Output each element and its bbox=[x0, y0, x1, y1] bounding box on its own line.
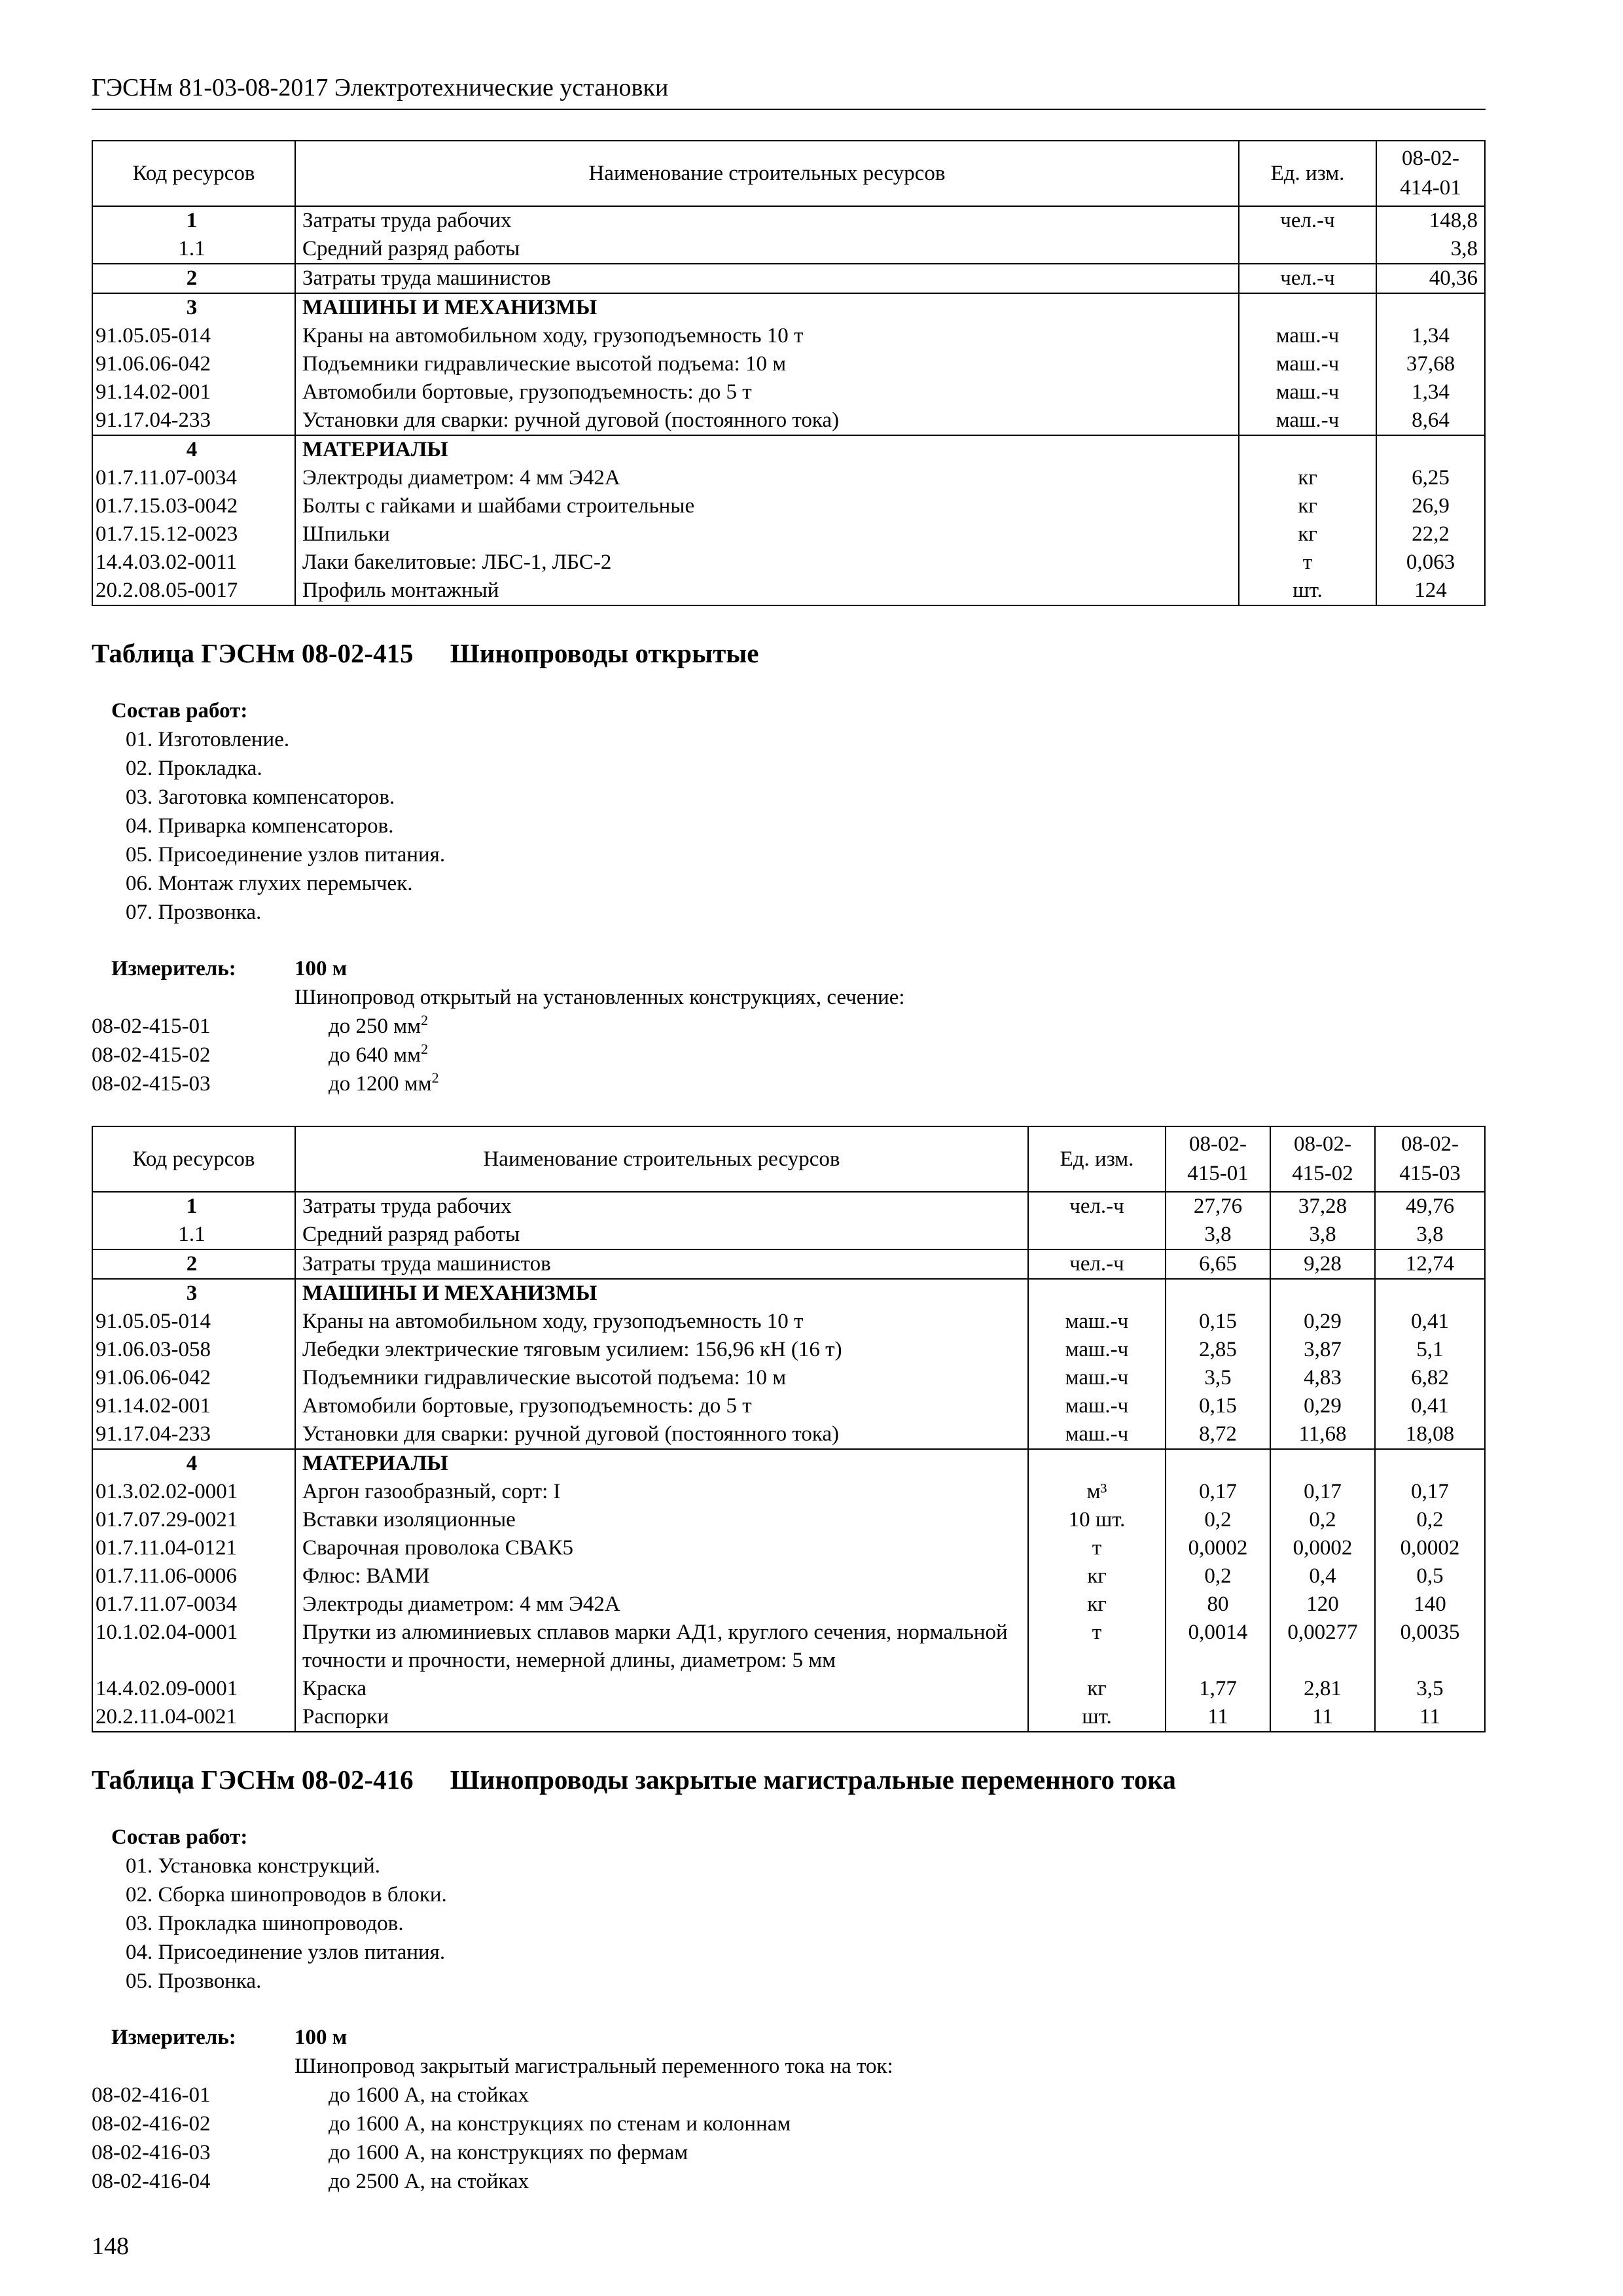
table-row: 91.05.05-014 Краны на автомобильном ходу, грузоподъемность 10 т маш.-ч 0,15 0,29 0,41 bbox=[92, 1308, 1485, 1336]
table-row: 91.17.04-233 Установки для сварки: ручной дуговой (постоянного тока) маш.-ч 8,72 11,68 18,08 bbox=[92, 1420, 1485, 1449]
norm-item: до 250 $мм^2$ bbox=[329, 1012, 429, 1038]
work-item: 06. Монтаж глухих перемычек. bbox=[126, 872, 413, 895]
works-heading: Состав работ: bbox=[111, 699, 248, 723]
table-row: 91.17.04-233 Установки для сварки: ручной дуговой (постоянного тока) маш.-ч 8,64 bbox=[92, 406, 1485, 435]
measure-value: 100 м bbox=[294, 957, 348, 980]
table-title-name: Шинопроводы открытые bbox=[450, 638, 759, 668]
measure-value: 100 м bbox=[294, 2026, 348, 2049]
table-title-name: Шинопроводы закрытые магистральные переменного тока bbox=[450, 1765, 1176, 1795]
col-norm-415-02: 08-02- 415-02 bbox=[1270, 1126, 1375, 1192]
table-row: 91.05.05-014 Краны на автомобильном ходу, грузоподъемность 10 т маш.-ч 1,34 bbox=[92, 322, 1485, 350]
norm-item: до 1600 А, на стойках bbox=[329, 2083, 529, 2107]
col-name: Наименование строительных ресурсов bbox=[295, 1126, 1028, 1192]
table-row: 01.7.15.03-0042 Болты с гайками и шайбами строительные кг 26,9 bbox=[92, 492, 1485, 520]
col-code: Код ресурсов bbox=[92, 141, 295, 206]
col-norm-414-01: 08-02- 414-01 bbox=[1376, 141, 1485, 206]
norm-item: до 1600 А, на конструкциях по стенам и колоннам bbox=[329, 2112, 791, 2136]
table-row: 2 Затраты труда машинистов чел.-ч 6,65 9,28 12,74 bbox=[92, 1249, 1485, 1279]
col-unit: Ед. изм. bbox=[1239, 141, 1376, 206]
col-code: Код ресурсов bbox=[92, 1126, 295, 1192]
table-row: 01.7.11.06-0006 Флюс: ВАМИ кг 0,2 0,4 0,5 bbox=[92, 1562, 1485, 1590]
norm-item: до 1600 А, на конструкциях по фермам bbox=[329, 2141, 688, 2164]
table-row: 91.06.03-058 Лебедки электрические тяговым усилием: 156,96 кН (16 т) маш.-ч 2,85 3,87 5,1 bbox=[92, 1336, 1485, 1364]
work-item: 03. Заготовка компенсаторов. bbox=[126, 785, 395, 809]
table-row: 01.7.11.04-0121 Сварочная проволока СВАК5 т 0,0002 0,0002 0,0002 bbox=[92, 1534, 1485, 1562]
work-item: 01. Изготовление. bbox=[126, 728, 290, 751]
norm-code: 08-02-415-01 bbox=[92, 1014, 211, 1038]
table-row: 01.3.02.02-0001 Аргон газообразный, сорт: I м³ 0,17 0,17 0,17 bbox=[92, 1478, 1485, 1506]
table-row: 91.14.02-001 Автомобили бортовые, грузоподъемность: до 5 т маш.-ч 0,15 0,29 0,41 bbox=[92, 1392, 1485, 1420]
norm-code: 08-02-416-04 bbox=[92, 2170, 211, 2193]
col-norm-415-01: 08-02- 415-01 bbox=[1166, 1126, 1270, 1192]
table-row: 91.14.02-001 Автомобили бортовые, грузоподъемность: до 5 т маш.-ч 1,34 bbox=[92, 378, 1485, 406]
work-item: 05. Прозвонка. bbox=[126, 1969, 262, 1993]
table-row: 1.1 Средний разряд работы 3,8 bbox=[92, 235, 1485, 264]
table-row: 01.7.11.07-0034 Электроды диаметром: 4 мм Э42А кг 80 120 140 bbox=[92, 1590, 1485, 1619]
norm-code: 08-02-416-02 bbox=[92, 2112, 211, 2136]
measure-description: Шинопровод закрытый магистральный переменного тока на ток: bbox=[294, 2054, 893, 2078]
works-heading: Состав работ: bbox=[111, 1825, 248, 1849]
measure-description: Шинопровод открытый на установленных конструкциях, сечение: bbox=[294, 986, 905, 1009]
work-item: 07. Прозвонка. bbox=[126, 901, 262, 924]
norm-code: 08-02-415-03 bbox=[92, 1072, 211, 1096]
norm-item: до 2500 А, на стойках bbox=[329, 2170, 529, 2193]
table-row: 1 Затраты труда рабочих чел.-ч 27,76 37,28 49,76 bbox=[92, 1192, 1485, 1221]
table-row: 3 МАШИНЫ И МЕХАНИЗМЫ bbox=[92, 1279, 1485, 1308]
table-row: 91.06.06-042 Подъемники гидравлические высотой подъема: 10 м маш.-ч 3,5 4,83 6,82 bbox=[92, 1364, 1485, 1392]
col-unit: Ед. изм. bbox=[1028, 1126, 1166, 1192]
page-number: 148 bbox=[92, 2233, 129, 2260]
table-row: 01.7.11.07-0034 Электроды диаметром: 4 мм Э42А кг 6,25 bbox=[92, 464, 1485, 492]
page bbox=[92, 72, 1486, 2196]
table-title-code: Таблица ГЭСНм 08-02-415 bbox=[92, 638, 414, 668]
measure-label: Измеритель: bbox=[111, 2026, 236, 2049]
norm-item: до 640 $мм^2$ bbox=[329, 1041, 429, 1067]
resource-table-415 bbox=[92, 1126, 1486, 1732]
work-item: 05. Присоединение узлов питания. bbox=[126, 843, 446, 867]
measure-block-416 bbox=[92, 2023, 1486, 2196]
table-row: 14.4.02.09-0001 Краска кг 1,77 2,81 3,5 bbox=[92, 1675, 1485, 1703]
table-row: 14.4.03.02-0011 Лаки бакелитовые: ЛБС-1, ЛБС-2 т 0,063 bbox=[92, 548, 1485, 577]
col-norm-415-03: 08-02- 415-03 bbox=[1375, 1126, 1485, 1192]
resource-table-414 bbox=[92, 140, 1486, 606]
table-row: 1.1 Средний разряд работы 3,8 3,8 3,8 bbox=[92, 1221, 1485, 1249]
table-row: 10.1.02.04-0001 Прутки из алюминиевых сплавов марки АД1, круглого сечения, нормальной точности и прочности, немерной длины, диаметром: 5 мм т 0,0014 0,00277 0,0035 bbox=[92, 1619, 1485, 1675]
table-row: 01.7.07.29-0021 Вставки изоляционные 10 шт. 0,2 0,2 0,2 bbox=[92, 1506, 1485, 1534]
norm-code: 08-02-416-03 bbox=[92, 2141, 211, 2164]
norm-code: 08-02-415-02 bbox=[92, 1043, 211, 1067]
work-item: 02. Прокладка. bbox=[126, 757, 262, 780]
table-row: 91.06.06-042 Подъемники гидравлические высотой подъема: 10 м маш.-ч 37,68 bbox=[92, 350, 1485, 378]
work-item: 04. Присоединение узлов питания. bbox=[126, 1941, 446, 1964]
norm-code: 08-02-416-01 bbox=[92, 2083, 211, 2107]
table-header-row bbox=[92, 141, 1485, 206]
table-row: 3 МАШИНЫ И МЕХАНИЗМЫ bbox=[92, 293, 1485, 322]
measure-block-415 bbox=[92, 954, 1486, 1098]
table-row: 1 Затраты труда рабочих чел.-ч 148,8 bbox=[92, 206, 1485, 235]
measure-label: Измеритель: bbox=[111, 957, 236, 980]
table-header-row bbox=[92, 1126, 1485, 1192]
works-block-415 bbox=[92, 696, 1486, 927]
col-name: Наименование строительных ресурсов bbox=[295, 141, 1239, 206]
table-row: 20.2.11.04-0021 Распорки шт. 11 11 11 bbox=[92, 1703, 1485, 1732]
running-header: ГЭСНм 81-03-08-2017 Электротехнические установки bbox=[92, 72, 1486, 110]
table-row: 4 МАТЕРИАЛЫ bbox=[92, 1449, 1485, 1478]
works-block-416 bbox=[92, 1823, 1486, 1996]
work-item: 03. Прокладка шинопроводов. bbox=[126, 1912, 404, 1935]
table-title-code: Таблица ГЭСНм 08-02-416 bbox=[92, 1765, 414, 1795]
table-row: 01.7.15.12-0023 Шпильки кг 22,2 bbox=[92, 520, 1485, 548]
work-item: 04. Приварка компенсаторов. bbox=[126, 814, 394, 838]
table-title-416 bbox=[92, 1763, 1486, 1797]
work-item: 01. Установка конструкций. bbox=[126, 1854, 381, 1878]
table-row: 20.2.08.05-0017 Профиль монтажный шт. 124 bbox=[92, 577, 1485, 605]
table-title-415 bbox=[92, 636, 1486, 670]
table-row: 2 Затраты труда машинистов чел.-ч 40,36 bbox=[92, 264, 1485, 293]
table-row: 4 МАТЕРИАЛЫ bbox=[92, 435, 1485, 464]
work-item: 02. Сборка шинопроводов в блоки. bbox=[126, 1883, 447, 1907]
norm-item: до 1200 $мм^2$ bbox=[329, 1069, 439, 1096]
table-body bbox=[92, 1192, 1485, 1732]
